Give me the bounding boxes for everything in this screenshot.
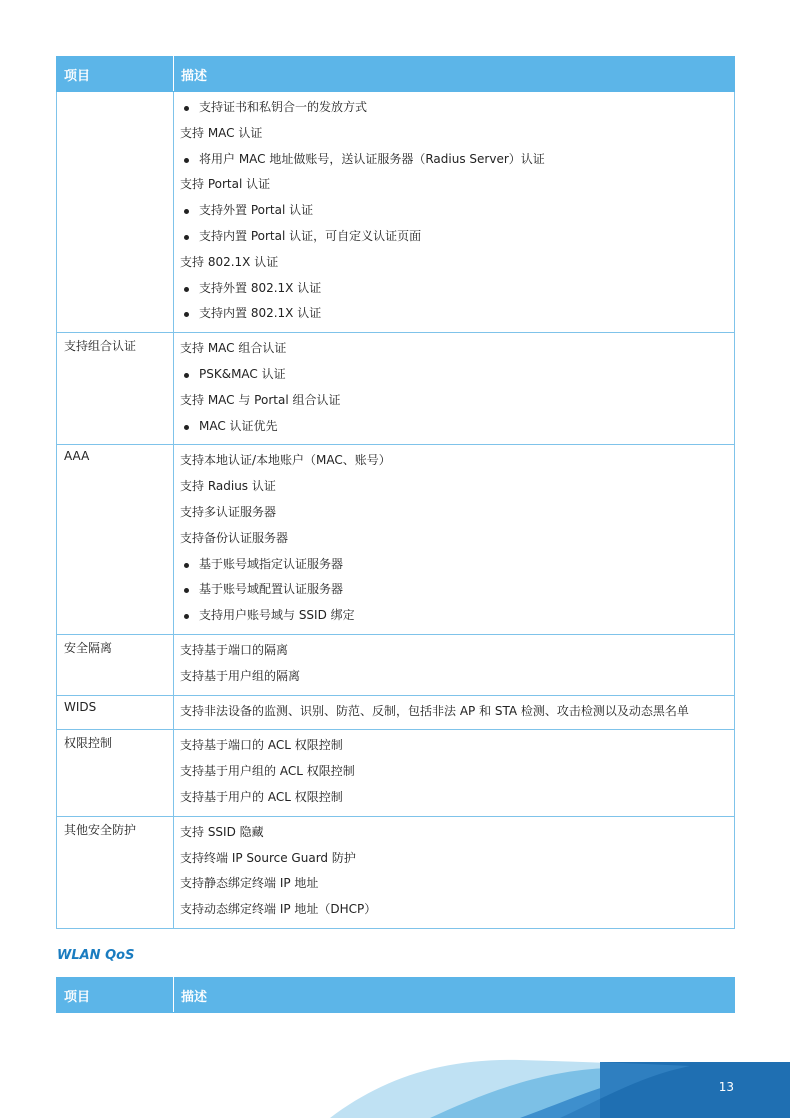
bullet-line: 基于账号域指定认证服务器 (180, 552, 728, 578)
security-spec-table (56, 56, 735, 929)
description-line: 支持 MAC 认证 (180, 125, 263, 140)
header-description: 描述 (174, 57, 735, 92)
page-number: 13 (718, 1080, 734, 1094)
bullet-line: 将用户 MAC 地址做账号，送认证服务器（Radius Server）认证 (180, 147, 728, 173)
bullet-line: 支持内置 802.1X 认证 (180, 301, 728, 327)
bullet-line: 支持证书和私钥合一的发放方式 (180, 95, 728, 121)
description-line: 支持 MAC 与 Portal 组合认证 (180, 392, 341, 407)
description-line: 支持 Radius 认证 (180, 479, 276, 494)
footer-wave-decoration (0, 1040, 790, 1118)
bullet-line: MAC 认证优先 (180, 414, 728, 440)
table-row (57, 92, 735, 333)
wlan-qos-table (56, 977, 735, 1013)
bullet-line: PSK&MAC 认证 (180, 362, 728, 388)
description-line: 支持备份认证服务器 (180, 530, 289, 545)
row-item-label: 安全隔离 (57, 634, 174, 695)
description-line: 支持动态绑定终端 IP 地址（DHCP） (180, 902, 377, 917)
row-item-label: 权限控制 (57, 730, 174, 816)
header-description: 描述 (174, 978, 735, 1013)
description-line: 支持基于用户的 ACL 权限控制 (180, 789, 343, 804)
table-row (57, 816, 735, 928)
table-row (57, 333, 735, 445)
description-line: 支持 SSID 隐藏 (180, 824, 264, 839)
description-line: 支持终端 IP Source Guard 防护 (180, 850, 356, 865)
row-description (174, 816, 735, 928)
description-line: 支持静态绑定终端 IP 地址 (180, 876, 319, 891)
row-description (174, 445, 735, 635)
bullet-line: 基于账号域配置认证服务器 (180, 577, 728, 603)
row-item-label: 其他安全防护 (57, 816, 174, 928)
description-line: 支持基于用户组的隔离 (180, 668, 301, 683)
description-line: 支持基于端口的 ACL 权限控制 (180, 738, 343, 753)
row-description (174, 333, 735, 445)
table-header-row (57, 57, 735, 92)
table-header-row (57, 978, 735, 1013)
header-item: 项目 (57, 57, 174, 92)
description-line: 支持基于端口的隔离 (180, 642, 289, 657)
row-description (174, 730, 735, 816)
row-description (174, 634, 735, 695)
row-item-label: AAA (57, 445, 174, 635)
bullet-line: 支持外置 802.1X 认证 (180, 276, 728, 302)
row-item-label: WIDS (57, 695, 174, 730)
row-item-label (57, 92, 174, 333)
table-row (57, 634, 735, 695)
description-line: 支持 802.1X 认证 (180, 254, 279, 269)
description-line: 支持本地认证/本地账户（MAC、账号） (180, 453, 391, 468)
section-title-wlan-qos: WLAN QoS (57, 948, 135, 963)
description-line: 支持基于用户组的 ACL 权限控制 (180, 764, 355, 779)
description-line: 支持非法设备的监测、识别、防范、反制，包括非法 AP 和 STA 检测、攻击检测以及动态黑名单 (180, 703, 689, 718)
bullet-line: 支持内置 Portal 认证，可自定义认证页面 (180, 224, 728, 250)
row-description (174, 92, 735, 333)
table-row (57, 730, 735, 816)
description-line: 支持 Portal 认证 (180, 177, 271, 192)
table-row (57, 445, 735, 635)
bullet-line: 支持用户账号域与 SSID 绑定 (180, 603, 728, 629)
description-line: 支持 MAC 组合认证 (180, 341, 287, 356)
bullet-line: 支持外置 Portal 认证 (180, 198, 728, 224)
header-item: 项目 (57, 978, 174, 1013)
table-body (57, 92, 735, 929)
row-item-label: 支持组合认证 (57, 333, 174, 445)
table-row (57, 695, 735, 730)
description-line: 支持多认证服务器 (180, 504, 277, 519)
row-description (174, 695, 735, 730)
